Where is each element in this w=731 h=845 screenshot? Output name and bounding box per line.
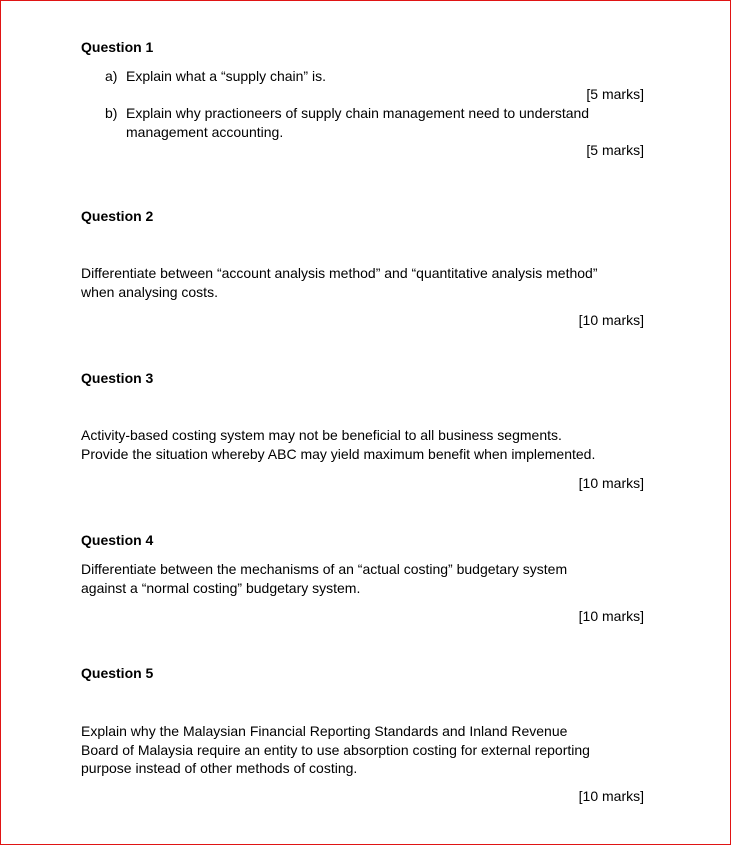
question-3-line-2: Provide the situation whereby ABC may yield maximum benefit when implemented. bbox=[81, 445, 596, 462]
part-a-label: a) bbox=[105, 68, 118, 84]
question-2-text bbox=[81, 264, 651, 301]
question-1b-marks: [5 marks] bbox=[586, 142, 644, 158]
question-3-line-1: Activity-based costing system may not be beneficial to all business segments. bbox=[81, 427, 562, 443]
question-3-text bbox=[81, 426, 651, 463]
question-5-text bbox=[81, 722, 651, 778]
question-3-title: Question 3 bbox=[81, 370, 154, 386]
part-a-line-1: Explain what a “supply chain” is. bbox=[126, 68, 326, 84]
question-2-line-2: when analysing costs. bbox=[81, 283, 218, 300]
part-b-line-2: management accounting. bbox=[126, 123, 284, 140]
question-1-title: Question 1 bbox=[81, 39, 154, 55]
question-5-title: Question 5 bbox=[81, 665, 154, 681]
part-a-text bbox=[126, 67, 666, 86]
question-5-line-2: Board of Malaysia require an entity to use absorption costing for external reporting bbox=[81, 741, 590, 758]
question-4-marks: [10 marks] bbox=[578, 608, 644, 624]
question-4-line-1: Differentiate between the mechanisms of an “actual costing” budgetary system bbox=[81, 561, 568, 577]
question-5-marks: [10 marks] bbox=[578, 788, 644, 804]
question-2-marks: [10 marks] bbox=[578, 312, 644, 328]
question-4-line-2: against a “normal costing” budgetary system. bbox=[81, 579, 361, 596]
part-b-label: b) bbox=[105, 105, 118, 121]
question-5-line-1: Explain why the Malaysian Financial Reporting Standards and Inland Revenue bbox=[81, 723, 568, 739]
question-2-line-1: Differentiate between “account analysis method” and “quantitative analysis method” bbox=[81, 265, 598, 281]
question-4-text bbox=[81, 560, 651, 597]
question-4-title: Question 4 bbox=[81, 532, 154, 548]
question-1a-marks: [5 marks] bbox=[586, 86, 644, 102]
part-b-line-1: Explain why practioneers of supply chain management need to understand bbox=[126, 105, 590, 121]
part-b-text bbox=[126, 104, 666, 141]
question-3-marks: [10 marks] bbox=[578, 475, 644, 491]
question-2-title: Question 2 bbox=[81, 208, 154, 224]
question-5-line-3: purpose instead of other methods of costing. bbox=[81, 760, 358, 776]
